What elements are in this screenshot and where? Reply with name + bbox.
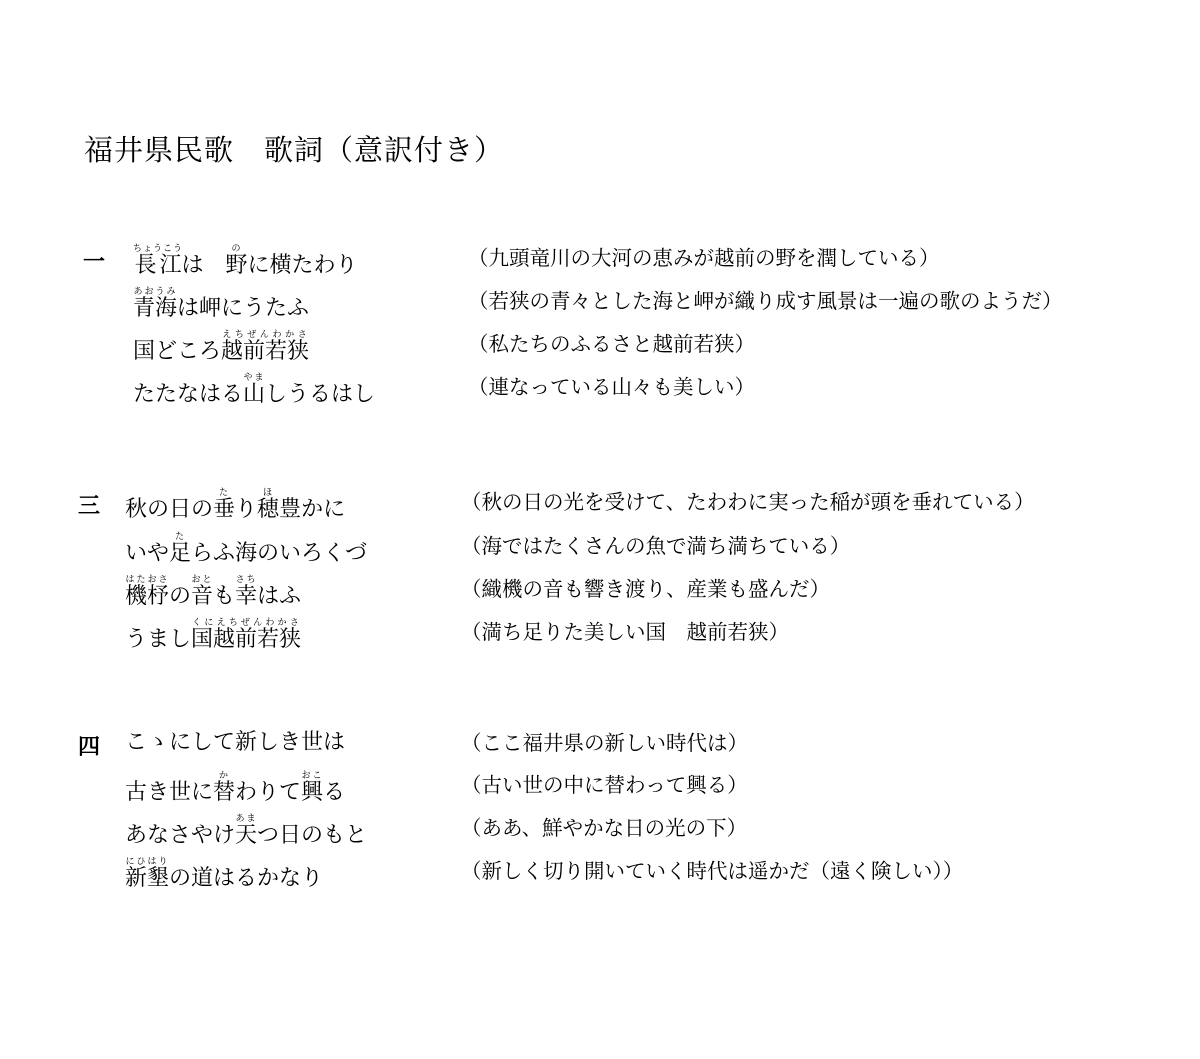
lyric-line	[133, 330, 310, 364]
kanji-base: 野	[225, 253, 248, 278]
lyric-text: しうるはし	[265, 382, 376, 407]
furigana-reading: やま	[243, 373, 266, 383]
kanji-base: 長江	[133, 253, 184, 278]
furigana-word	[235, 575, 258, 609]
kanji-base: 青海	[133, 296, 178, 321]
lyric-text: 秋の日の	[125, 497, 214, 522]
lyric-line	[125, 575, 302, 609]
furigana-reading: にひはり	[125, 857, 170, 867]
furigana-reading: えちぜんわかさ	[221, 330, 310, 340]
lyric-line	[125, 729, 345, 757]
lyric-text: はふ	[257, 584, 302, 609]
furigana-word	[133, 244, 184, 278]
lyric-text: らふ海のいろくづ	[191, 541, 368, 566]
furigana-reading: た	[213, 488, 236, 498]
furigana-word	[225, 244, 248, 278]
furigana-word	[133, 287, 178, 321]
furigana-reading: くにえちぜんわかさ	[191, 618, 302, 628]
page-title: 福井県民歌 歌詞（意訳付き）	[84, 133, 505, 167]
furigana-reading: か	[213, 771, 236, 781]
lyric-text: こゝにして新しき世は	[125, 730, 346, 755]
furigana-reading: おこ	[301, 771, 324, 781]
furigana-word	[301, 771, 324, 805]
furigana-word	[169, 532, 192, 566]
furigana-reading: た	[169, 532, 192, 542]
lyric-text: に横たわり	[247, 253, 358, 278]
furigana-reading: の	[225, 244, 248, 254]
meaning-line: （満ち足りた美しい国 越前若狭）	[461, 620, 789, 644]
furigana-word	[125, 575, 170, 609]
furigana-word	[221, 330, 310, 364]
furigana-reading: さち	[235, 575, 258, 585]
furigana-reading: ちょうこう	[133, 244, 184, 254]
lyric-text: 豊かに	[279, 497, 346, 522]
lyric-text: 古き世に	[125, 780, 214, 805]
furigana-word	[243, 373, 266, 407]
meaning-line: （新しく切り開いていく時代は遥かだ（遠く険しい））	[461, 859, 964, 883]
lyric-line	[125, 532, 368, 566]
lyric-text: いや	[125, 541, 170, 566]
verse-number: 三	[78, 494, 101, 519]
meaning-line: （連なっている山々も美しい）	[468, 375, 755, 399]
lyric-line	[125, 814, 368, 848]
furigana-word	[125, 857, 170, 891]
lyric-line	[133, 244, 358, 278]
meaning-line: （秋の日の光を受けて、たわわに実った稲が頭を垂れている）	[461, 490, 1035, 514]
lyric-text: たたなはる	[133, 382, 244, 407]
furigana-reading: あま	[235, 814, 258, 824]
verse-number: 一	[83, 250, 106, 275]
meaning-line: （織機の音も響き渡り、産業も盛んだ）	[461, 577, 830, 601]
lyric-line	[125, 488, 346, 522]
kanji-base: 国越前若狭	[191, 627, 302, 652]
lyric-line	[125, 857, 324, 891]
meaning-line: （海ではたくさんの魚で満ち満ちている）	[461, 534, 851, 558]
lyric-line	[133, 287, 310, 321]
kanji-base: 新墾	[125, 866, 170, 891]
kanji-base: 越前若狭	[221, 339, 310, 364]
lyric-text: は	[181, 253, 226, 278]
furigana-word	[257, 488, 280, 522]
kanji-base: 山	[243, 382, 266, 407]
meaning-line: （私たちのふるさと越前若狭）	[468, 332, 755, 356]
furigana-word	[191, 575, 214, 609]
kanji-base: 幸	[235, 584, 258, 609]
kanji-base: 替	[213, 780, 236, 805]
lyric-text: わりて	[235, 780, 302, 805]
kanji-base: 機杼	[125, 584, 170, 609]
meaning-line: （若狭の青々とした海と岬が織り成す風景は一遍の歌のようだ）	[468, 289, 1063, 313]
lyric-line	[125, 771, 346, 805]
lyric-text: り	[235, 497, 258, 522]
meaning-line: （古い世の中に替わって興る）	[461, 773, 748, 797]
kanji-base: 音	[191, 584, 214, 609]
meaning-line: （ここ福井県の新しい時代は）	[461, 731, 748, 755]
furigana-word	[213, 771, 236, 805]
lyric-text: る	[323, 780, 346, 805]
lyric-text: あなさやけ	[125, 823, 236, 848]
verse-number: 四	[78, 735, 101, 760]
lyric-text: は岬にうたふ	[177, 296, 310, 321]
meaning-line: （ああ、鮮やかな日の光の下）	[461, 816, 748, 840]
furigana-word	[191, 618, 302, 652]
lyric-text: も	[213, 584, 236, 609]
lyric-line	[125, 618, 302, 652]
kanji-base: 興	[301, 780, 324, 805]
lyric-text: うまし	[125, 627, 192, 652]
lyric-line	[133, 373, 376, 407]
kanji-base: 足	[169, 541, 192, 566]
lyric-text: の	[169, 584, 192, 609]
kanji-base: 穂	[257, 497, 280, 522]
lyric-text: の道はるかなり	[169, 866, 324, 891]
furigana-reading: おと	[191, 575, 214, 585]
kanji-base: 垂	[213, 497, 236, 522]
furigana-reading: あおうみ	[133, 287, 178, 297]
meaning-line: （九頭竜川の大河の恵みが越前の野を潤している）	[468, 246, 940, 270]
kanji-base: 天	[235, 823, 258, 848]
furigana-reading: はたおさ	[125, 575, 170, 585]
furigana-word	[213, 488, 236, 522]
lyric-text: 国どころ	[133, 339, 222, 364]
furigana-reading: ほ	[257, 488, 280, 498]
lyric-text: つ日のもと	[257, 823, 368, 848]
furigana-word	[235, 814, 258, 848]
